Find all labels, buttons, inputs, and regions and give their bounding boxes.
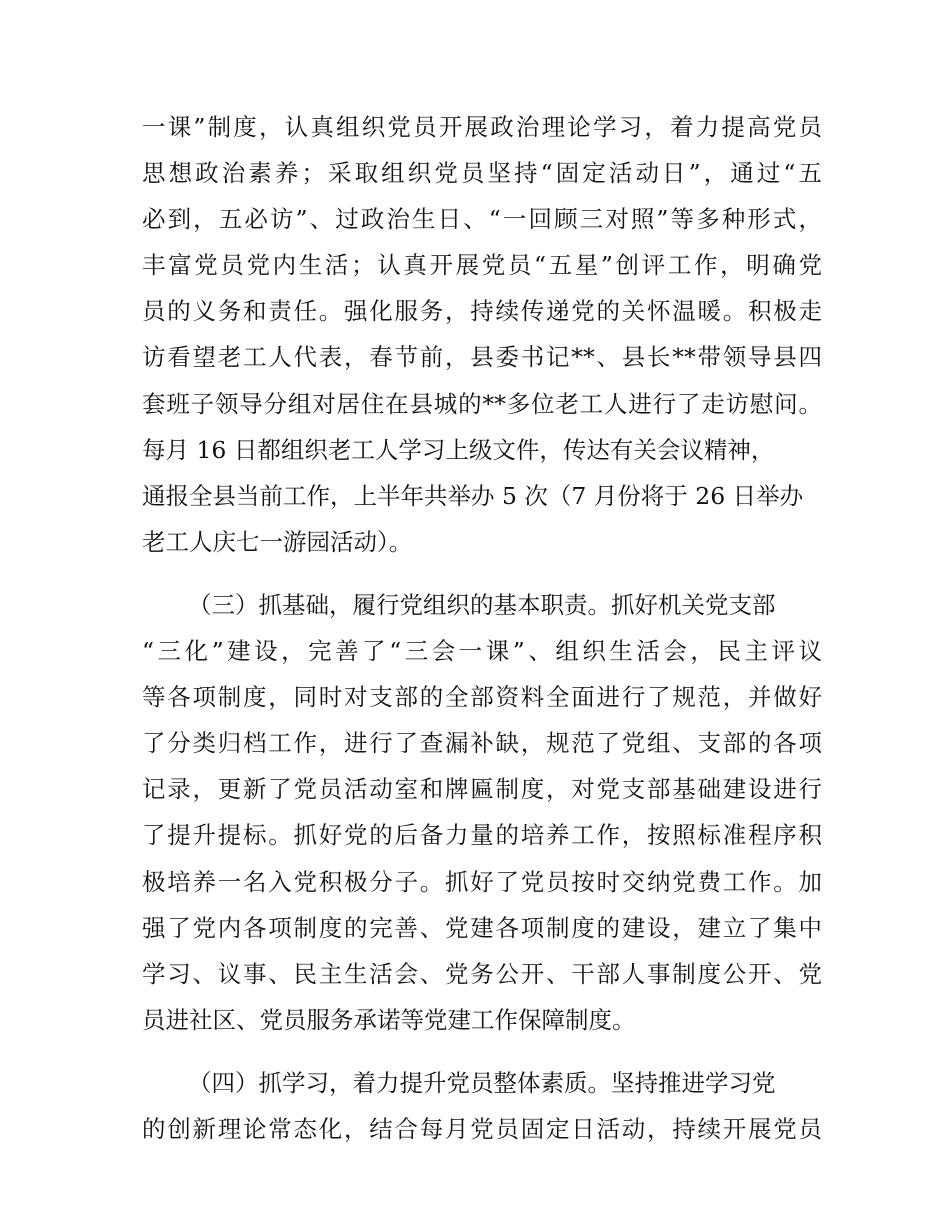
text-line: 了分类归档工作，进行了查漏补缺，规范了党组、支部的各项: [142, 729, 822, 758]
paragraph-gap: [142, 1043, 822, 1060]
document-body: [142, 104, 822, 1152]
text-line: 老工人庆七一游园活动）。: [142, 527, 413, 556]
text-line: 套班子领导分组对居住在县城的**多位老工人进行了走访慰问。: [142, 389, 822, 418]
text-line: 等各项制度，同时对支部的全部资料全面进行了规范，并做好: [142, 683, 822, 712]
text-line: 极培养一名入党积极分子。抓好了党员按时交纳党费工作。加: [142, 867, 822, 896]
section-heading-line: （三）抓基础，履行党组织的基本职责。抓好机关党支部: [188, 590, 776, 619]
text-line: “三化”建设，完善了“三会一课”、组织生活会，民主评议: [142, 637, 822, 666]
paragraph-gap: [142, 565, 822, 582]
text-line: 学习、议事、民主生活会、党务公开、干部人事制度公开、党: [142, 959, 822, 988]
text-line: 记录，更新了党员活动室和牌匾制度，对党支部基础建设进行: [142, 775, 822, 804]
text-line: 必到，五必访”、过政治生日、“一回顾三对照”等多种形式，: [142, 205, 822, 234]
text-line: 访看望老工人代表，春节前，县委书记**、县长**带领导县四: [142, 343, 822, 372]
paragraph-continuation: [142, 104, 822, 565]
text-line: 通报全县当前工作，上半年共举办 5 次（7 月份将于 26 日举办: [142, 481, 804, 510]
text-line: 一课”制度，认真组织党员开展政治理论学习，着力提高党员: [142, 113, 822, 141]
text-line: 思想政治素养；采取组织党员坚持“固定活动日”，通过“五: [142, 159, 822, 188]
text-line: 丰富党员党内生活；认真开展党员“五星”创评工作，明确党: [142, 251, 822, 280]
text-line: 的创新理论常态化，结合每月党员固定日活动，持续开展党员: [142, 1114, 822, 1143]
text-line: 强了党内各项制度的完善、党建各项制度的建设，建立了集中: [142, 913, 822, 942]
paragraph-section-3: [142, 582, 822, 1043]
text-line: 员进社区、党员服务承诺等党建工作保障制度。: [142, 1005, 636, 1034]
text-line: 了提升提标。抓好党的后备力量的培养工作，按照标准程序积: [142, 821, 822, 850]
text-line: 每月 16 日都组织老工人学习上级文件，传达有关会议精神，: [142, 435, 775, 464]
text-line: 员的义务和责任。强化服务，持续传递党的关怀温暖。积极走: [142, 297, 822, 326]
section-heading-line: （四）抓学习，着力提升党员整体素质。坚持推进学习党: [188, 1068, 776, 1097]
paragraph-section-4: [142, 1060, 822, 1152]
